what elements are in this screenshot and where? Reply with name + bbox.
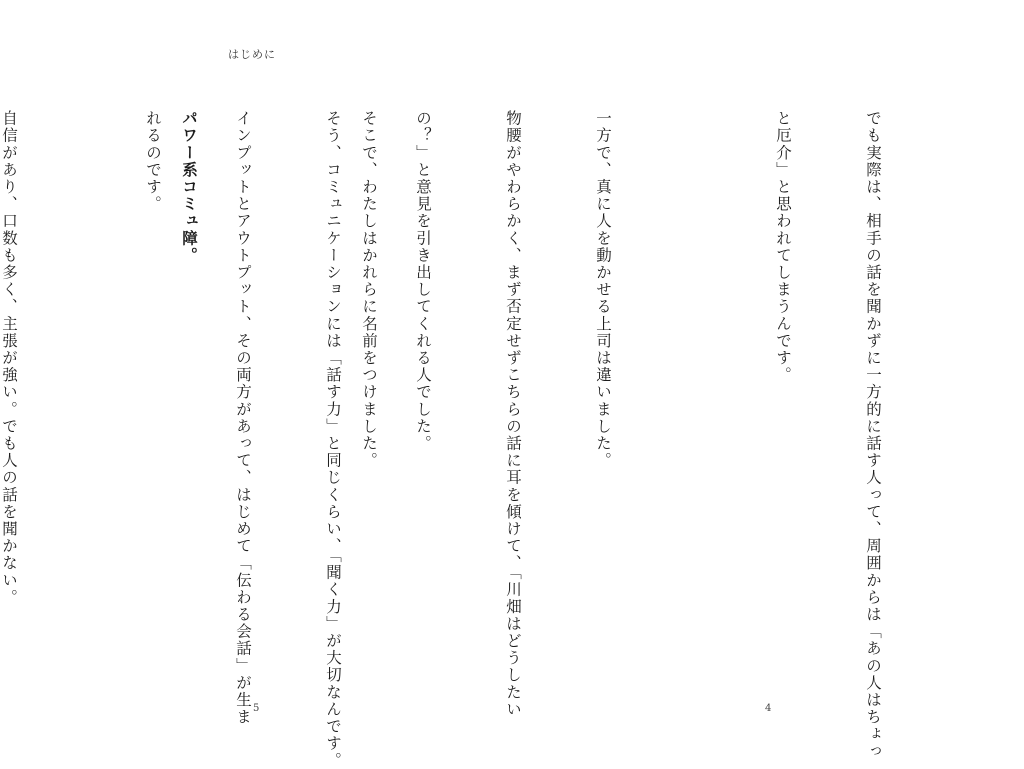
text-line: れるのです。 — [144, 110, 162, 213]
text-line: インプットとアウトプット、その両方があって、はじめて「伝わる会話」が生ま — [234, 110, 252, 726]
bold-text-line: パワー系コミュ障。 — [180, 110, 198, 264]
text-line: の？」と意見を引き出してくれる人でした。 — [414, 110, 432, 452]
text-line: そう、コミュニケーションには「話す力」と同じくらい、「聞く力」が大切なんです。 — [324, 110, 342, 769]
paragraph-gap — [84, 110, 114, 670]
text-line: 自信があり、口数も多く、主張が強い。でも人の話を聞かない。 — [0, 110, 18, 606]
paragraph-gap — [264, 110, 294, 670]
text-line: 物腰がやわらかく、まず否定せずこちらの話に耳を傾けて、「川畑はどうしたい — [504, 110, 522, 718]
text-line: と厄介」と思われてしまうんです。 — [774, 110, 792, 384]
left-page-text — [0, 110, 444, 769]
paragraph-gap — [678, 110, 708, 670]
running-head: はじめに — [228, 48, 276, 61]
page-number-left: 5 — [253, 703, 260, 714]
page-number-right: 4 — [765, 703, 772, 714]
text-line: そこで、わたしはかれらに名前をつけました。 — [360, 110, 378, 470]
text-line: でも実際は、相手の話を聞かずに一方的に話す人って、周囲からは「あの人はちょっ — [864, 110, 882, 760]
text-line: 一方で、真に人を動かせる上司は違いました。 — [594, 110, 612, 470]
